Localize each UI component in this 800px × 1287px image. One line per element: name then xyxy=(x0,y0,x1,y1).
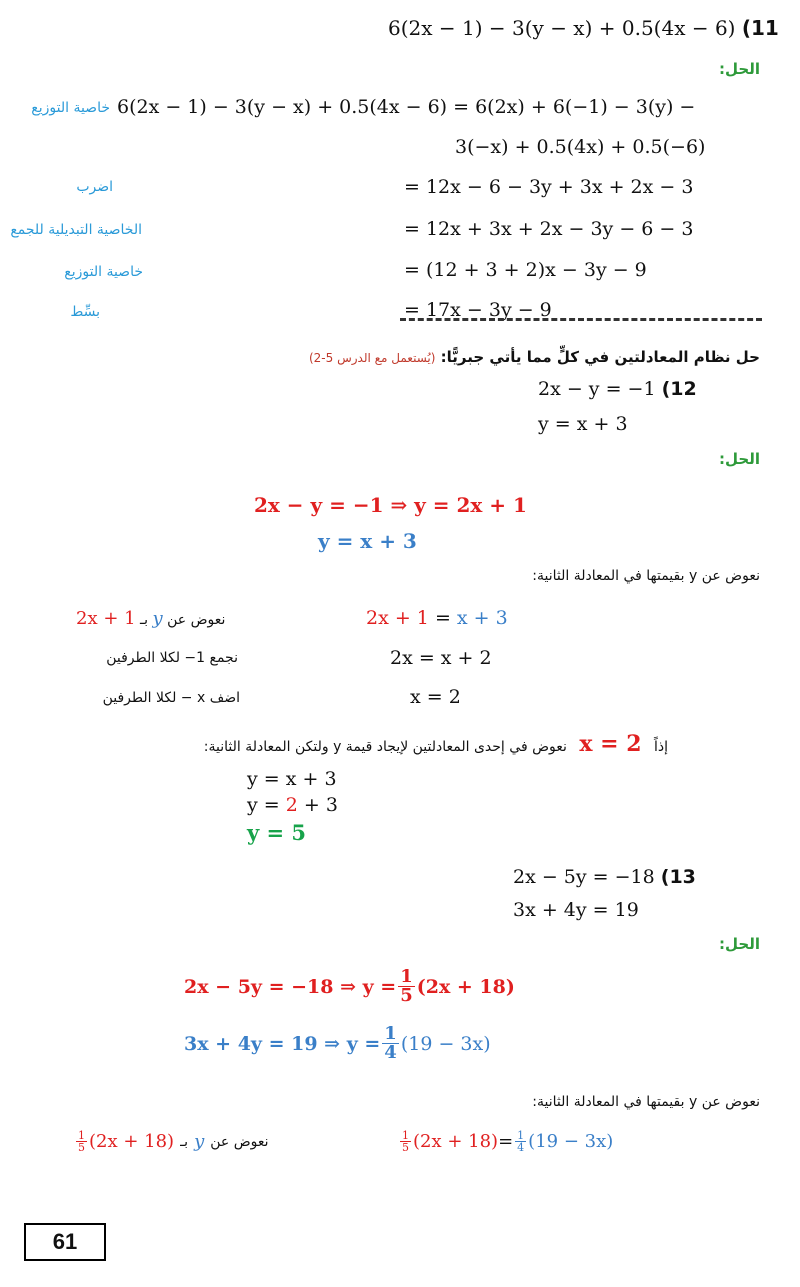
step-reason: خاصية التوزيع xyxy=(31,100,110,116)
substitute-note: نعوض عن y بقيمتها في المعادلة الثانية: xyxy=(532,568,760,584)
step-reason: خاصية التوزيع xyxy=(64,264,143,280)
step-reason: اضف x − لكلا الطرفين xyxy=(102,690,240,706)
step-math: = (12 + 3 + 2)x − 3y − 9 xyxy=(404,259,647,281)
step-reason: الخاصية التبديلية للجمع xyxy=(10,222,142,238)
step-math: x = 2 xyxy=(410,686,461,708)
rearranged-eq1: 2x − y = −1 ⇒ y = 2x + 1 xyxy=(254,493,527,517)
solution-label: الحل: xyxy=(719,60,760,78)
step-math: 2x + 1 = x + 3 xyxy=(366,607,508,629)
step-math: 3(−x) + 0.5(4x) + 0.5(−6) xyxy=(455,136,706,158)
step-math: 2x = x + 2 xyxy=(390,647,492,669)
step-math: = 12x − 6 − 3y + 3x + 2x − 3 xyxy=(404,176,694,198)
then-note: إذاً x = 2 نعوض في إحدى المعادلتين لإيجاد قيمة y ولتكن المعادلة الثانية: xyxy=(203,731,668,757)
rearranged-eq2: y = x + 3 xyxy=(318,529,417,553)
rearranged-eq2: 3x + 4y = 19 ⇒ y = $\frac{1}{4}$ (19 − 3x) xyxy=(184,1023,491,1063)
problem-13-eq2: 3x + 4y = 19 xyxy=(513,899,639,921)
lesson-note: (يُستعمل مع الدرس 5-2) xyxy=(308,351,436,365)
step-math: $\frac{1}{5}$ (2x + 18) = $\frac{1}{4}$ (19 − 3x) xyxy=(402,1129,614,1154)
rearranged-eq1: 2x − 5y = −18 ⇒ y = $\frac{1}{5}$ (2x + 18) xyxy=(184,966,515,1006)
step-reason: اضرب xyxy=(76,179,113,195)
problem-12-eq2: y = x + 3 xyxy=(538,413,628,435)
y-step: y = x + 3 xyxy=(247,768,337,790)
problem-12-eq1: 2x − y = −1 (12 xyxy=(538,378,697,400)
y-result: y = 5 xyxy=(247,820,307,845)
solution-label: الحل: xyxy=(719,935,760,953)
step-math: = 17x − 3y − 9 xyxy=(404,299,552,321)
step-reason: $\frac{1}{5}$ (2x + 18) بـ y نعوض عن xyxy=(78,1129,269,1154)
problem-13-eq1: 2x − 5y = −18 (13 xyxy=(513,866,696,888)
step-math: = 12x + 3x + 2x − 3y − 6 − 3 xyxy=(404,218,694,240)
section-divider xyxy=(400,318,762,321)
solution-label: الحل: xyxy=(719,450,760,468)
section-instruction: حل نظام المعادلتين في كلٍّ مما يأتي جبريًّا: (يُستعمل مع الدرس 5-2) xyxy=(308,348,760,366)
page-number: 61 xyxy=(24,1223,106,1261)
substitute-note: نعوض عن y بقيمتها في المعادلة الثانية: xyxy=(532,1094,760,1110)
y-step: y = 2 + 3 xyxy=(247,794,338,816)
step-math: 6(2x − 1) − 3(y − x) + 0.5(4x − 6) = 6(2x) + 6(−1) − 3(y) − xyxy=(117,96,696,118)
problem-11-expression: 6(2x − 1) − 3(y − x) + 0.5(4x − 6) (11 xyxy=(388,16,779,40)
step-reason: بسِّط xyxy=(70,304,100,320)
step-reason: نجمع 1− لكلا الطرفين xyxy=(106,650,238,666)
step-reason: 2x + 1 بـ y نعوض عن xyxy=(76,608,226,629)
